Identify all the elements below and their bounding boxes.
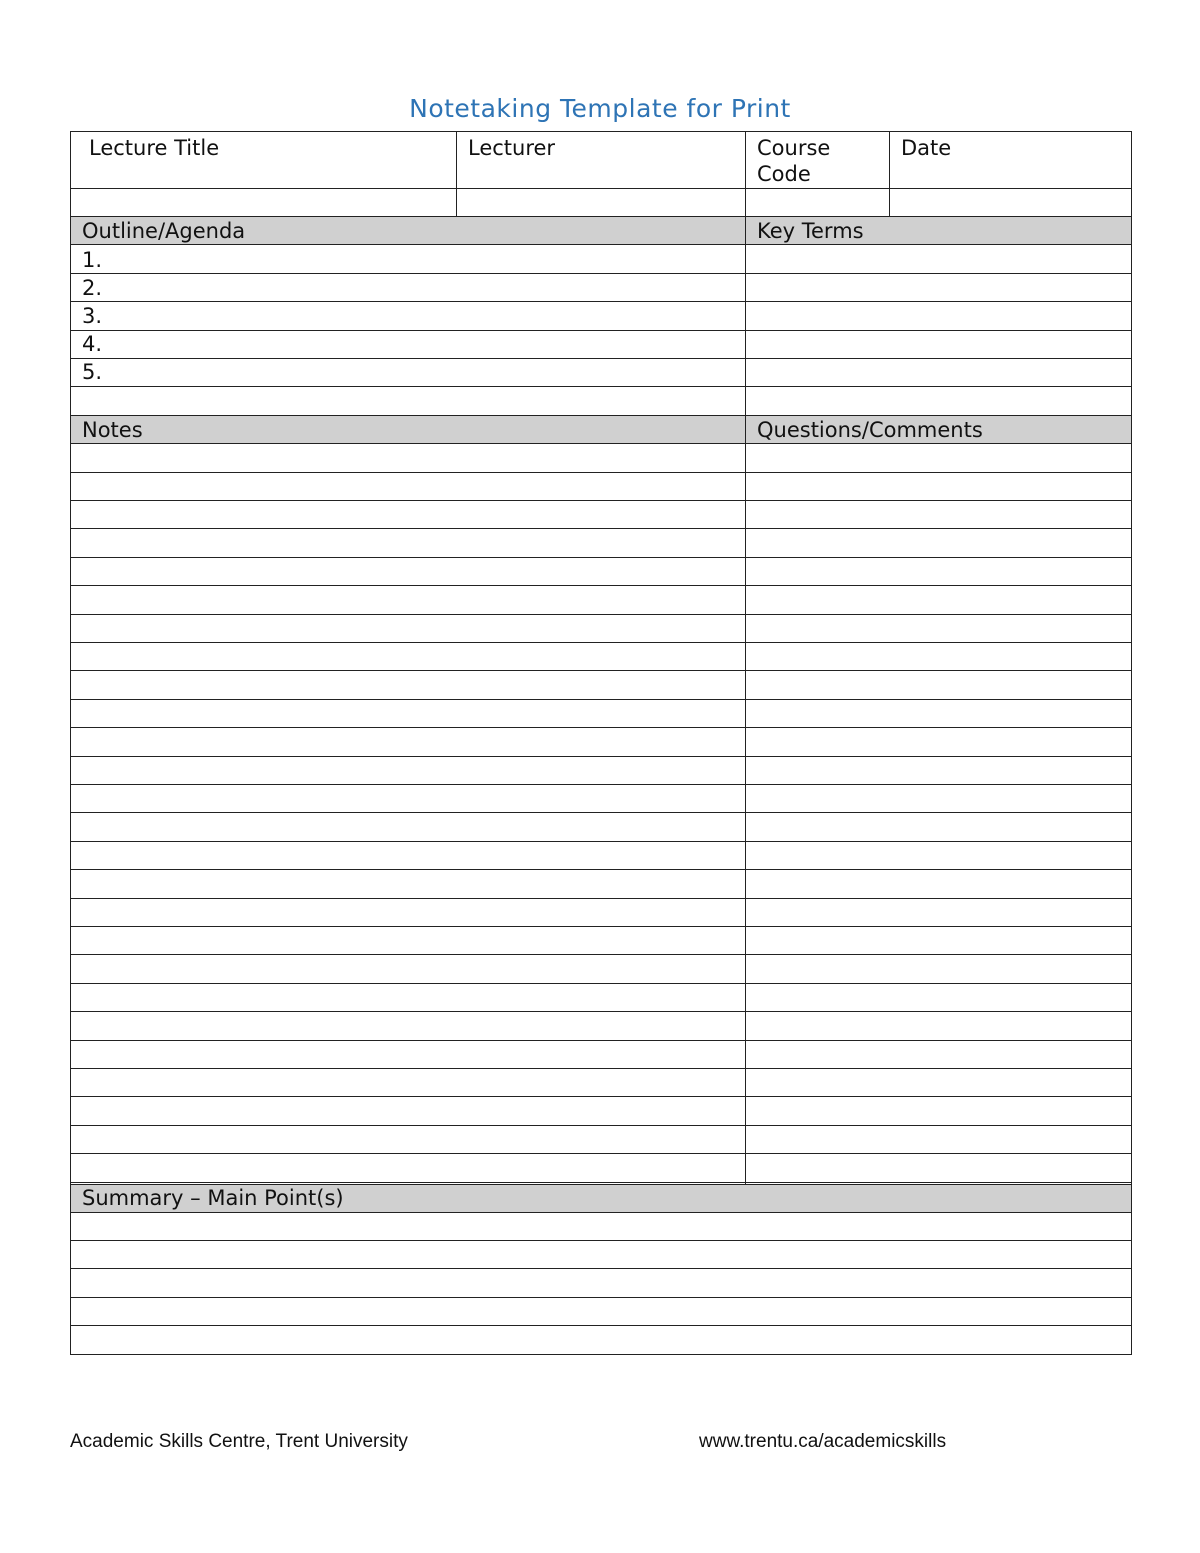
rule-line [71,784,1131,785]
outline-item: 1. [82,248,103,272]
rule-line [71,1096,1131,1097]
rule-line [71,244,1131,245]
summary-heading: Summary – Main Point(s) [82,1186,344,1210]
rule-line [71,1040,1131,1041]
rule-line [71,898,1131,899]
rule-line [71,301,1131,302]
rule-line [71,273,1131,274]
outline-item: 5. [82,360,103,384]
rule-line [71,983,1131,984]
column-divider [745,132,746,1184]
rule-line [71,443,1131,444]
rule-line [71,557,1131,558]
rule-line [71,1125,1131,1126]
outline-item: 2. [82,276,103,300]
rule-line [71,500,1131,501]
questions-comments-heading: Questions/Comments [757,418,983,442]
lecturer-label: Lecturer [468,136,556,160]
rule-line [71,1184,1131,1185]
rule-line [71,415,1131,416]
key-terms-heading: Key Terms [757,219,864,243]
rule-line [71,1297,1131,1298]
rule-line [71,869,1131,870]
date-label: Date [901,136,952,160]
course-code-label-line1: Course [757,136,831,160]
page-title: Notetaking Template for Print [409,94,791,123]
column-divider [889,132,890,216]
rule-line [71,330,1131,331]
lecture-title-field[interactable] [71,189,456,216]
rule-line [71,756,1131,757]
lecturer-field[interactable] [457,189,745,216]
rule-line [71,1325,1131,1326]
rule-line [71,841,1131,842]
rule-line [71,585,1131,586]
rule-line [71,528,1131,529]
date-field[interactable] [890,189,1130,216]
rule-line [71,812,1131,813]
course-code-label-line2: Code [757,162,811,186]
outline-item: 3. [82,304,103,328]
rule-line [71,386,1131,387]
rule-line [71,727,1131,728]
rule-line [71,216,1131,217]
rule-line [71,1182,1131,1183]
rule-line [71,614,1131,615]
rule-line [71,1011,1131,1012]
rule-line [71,358,1131,359]
rule-line [71,642,1131,643]
rule-line [71,926,1131,927]
rule-line [71,1268,1131,1269]
outline-item: 4. [82,332,103,356]
column-divider [456,132,457,216]
rule-line [71,1153,1131,1154]
course-code-field[interactable] [746,189,889,216]
rule-line [71,954,1131,955]
rule-line [71,699,1131,700]
footer-organization: Academic Skills Centre, Trent University [70,1431,408,1452]
rule-line [71,472,1131,473]
lecture-title-label: Lecture Title [89,136,220,160]
notes-heading: Notes [82,418,143,442]
footer-url[interactable]: www.trentu.ca/academicskills [699,1431,947,1452]
outline-agenda-heading: Outline/Agenda [82,219,246,243]
rule-line [71,670,1131,671]
rule-line [71,188,1131,189]
rule-line [71,1240,1131,1241]
rule-line [71,1068,1131,1069]
notetaking-table [70,131,1132,1355]
rule-line [71,1212,1131,1213]
